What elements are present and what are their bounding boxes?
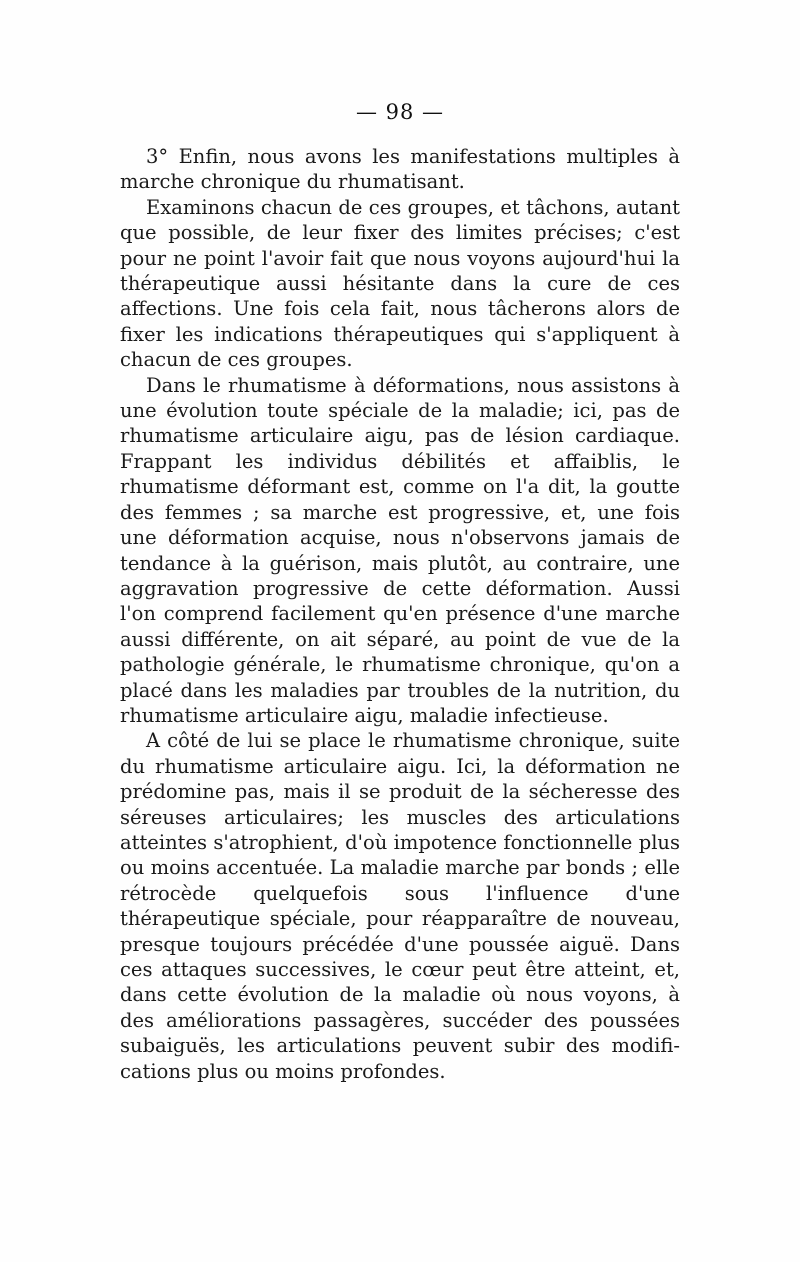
- body-text: [120, 144, 680, 1084]
- paragraph-examination: Examinons chacun de ces groupes, et tâchons, autant que possible, de leur fixer des limites précises; c'est pour ne point l'avoir fait que nous voyons aujourd'hui la thérapeutique aussi hésitante dans la cure de ces affections. Une fois cela fait, nous tâcherons alors de fixer les indications thérapeutiques qui s'appliquent à chacun de ces groupes.: [120, 195, 680, 372]
- page-number: — 98 —: [355, 100, 445, 124]
- paragraph-deforming-rheumatism: Dans le rhumatisme à déformations, nous assistons à une évolution toute spéciale de la maladie; ici, pas de rhumatisme articulaire aigu, pas de lésion cardiaque. Frappant les individus débilités et affaiblis, le rhumatisme déformant est, comme on l'a dit, la goutte des femmes ; sa marche est progressive, et, une fois une déformation acquise, nous n'observons jamais de tendance à la guérison, mais plutôt, au contraire, une aggravation progressive de cette déformation. Aussi l'on comprend facilement qu'en présence d'une marche aussi différente, on ait séparé, au point de vue de la pathologie générale, le rhumatisme chronique, qu'on a placé dans les maladies par troubles de la nutrition, du rhumatisme articulaire aigu, maladie infectieuse.: [120, 373, 680, 727]
- paragraph-enumeration: 3° Enfin, nous avons les manifestations multiples à marche chronique du rhumatisant.: [120, 145, 680, 194]
- paragraph-chronic-rheumatism: A côté de lui se place le rhumatisme chronique, suite du rhumatisme articulaire aigu. Ici, la déformation ne prédomine pas, mais il se produit de la sécheresse des séreuses articulaires; les muscles des articulations atteintes s'atrophient, d'où impotence fonctionnelle plus ou moins accentuée. La maladie marche par bonds ; elle rétrocède quelquefois sous l'influence d'une thérapeutique spéciale, pour réapparaître de nouveau, presque toujours précédée d'une poussée aiguë. Dans ces attaques successives, le cœur peut être atteint, et, dans cette évolution de la maladie où nous voyons, à des améliorations passagères, succéder des poussées subaiguës, les articulations peuvent subir des modifications plus ou moins profondes.: [120, 729, 680, 1083]
